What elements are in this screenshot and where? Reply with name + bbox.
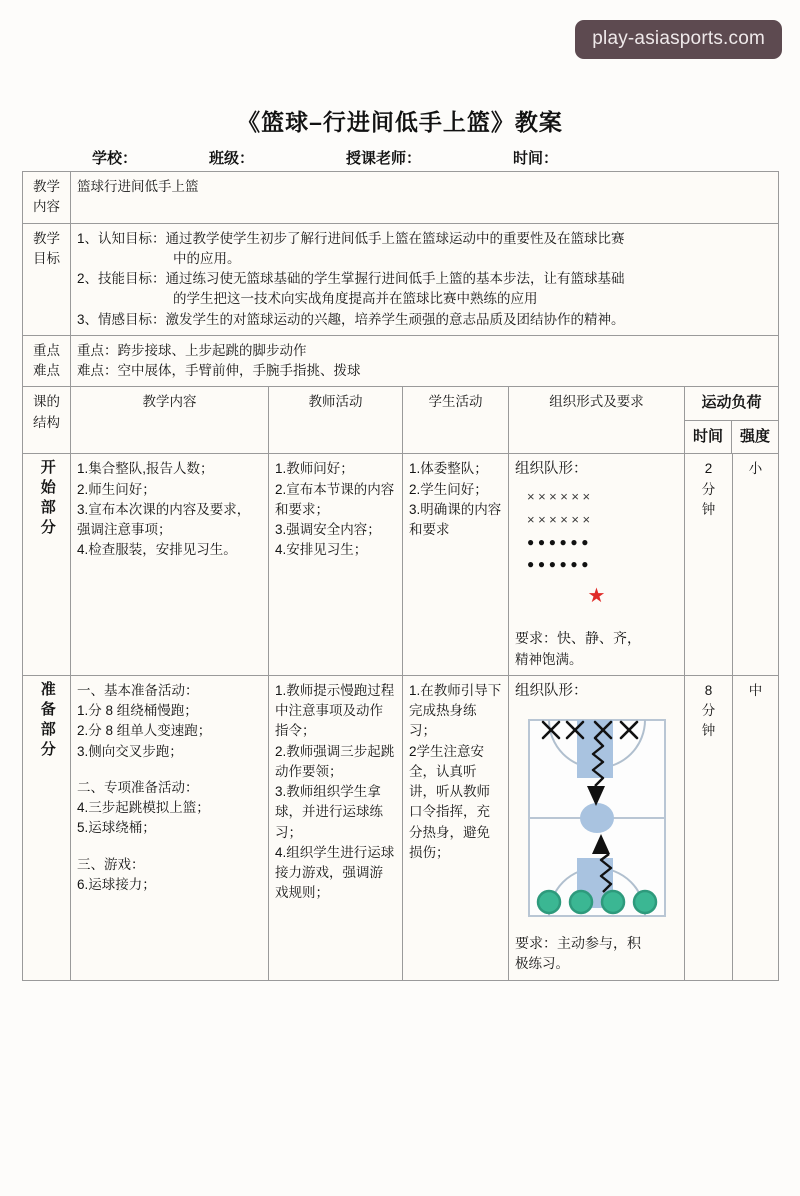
header-organization: 组织形式及要求	[509, 387, 685, 454]
list-item: 1.在教师引导下完成热身练习；	[409, 682, 502, 739]
meta-time: 时间：	[513, 150, 559, 167]
list-item: 3.侧向交叉步跑；	[77, 743, 183, 759]
objective-cont-2: 的学生把这一技术向实战角度提高并在篮球比赛中熟练的应用	[173, 291, 538, 307]
header-exercise-load	[685, 387, 779, 454]
label-line-2: 目标	[33, 250, 60, 266]
section-structure-label: 准备部分	[38, 680, 56, 761]
meta-teacher: 授课老师：	[346, 150, 422, 167]
table-header-row	[23, 387, 779, 454]
list-item: 二、专项准备活动：	[77, 779, 199, 795]
table-row-objectives	[23, 223, 779, 335]
row-label-keypoints	[23, 335, 71, 387]
basketball-court-diagram	[515, 712, 678, 924]
list-item: 5.运球绕桶；	[77, 820, 156, 836]
list-item: 1.教师问好；	[275, 461, 354, 477]
label-line-1: 重点	[33, 342, 60, 358]
section-2-teacher-activity	[269, 675, 403, 980]
meta-class: 班级：	[209, 150, 255, 167]
list-item: 4.检查服装，安排见习生。	[77, 542, 237, 558]
objective-cont-1: 中的应用。	[173, 250, 241, 266]
meta-school: 学校：	[92, 150, 138, 167]
list-item: 3.教师组织学生拿球，并进行运球练习；	[275, 784, 383, 840]
objective-item	[77, 310, 772, 330]
table-row-keypoints	[23, 335, 779, 387]
page-title: 《篮球–行进间低手上篮》教案	[237, 109, 563, 135]
lesson-plan-table	[22, 171, 779, 981]
table-row-teaching-content	[23, 172, 779, 224]
list-item: 4.安排见习生；	[275, 542, 368, 558]
list-item: 1.集合整队,报告人数；	[77, 461, 214, 477]
section-1-teacher-activity	[269, 454, 403, 676]
section-2-student-activity	[403, 675, 509, 980]
section-structure-1	[23, 454, 71, 676]
keypoints-body	[71, 335, 779, 387]
list-item: 1.教师提示慢跑过程中注意事项及动作指令；	[275, 682, 395, 739]
list-item: 3.强调安全内容；	[275, 522, 381, 537]
header-structure-line-1: 课的	[33, 394, 60, 410]
time-value: 8	[704, 682, 713, 698]
meta-row	[92, 147, 752, 168]
spacer	[77, 839, 262, 855]
objective-number-2: 2、技能目标：	[77, 271, 166, 286]
header-teaching-content: 教学内容	[71, 387, 269, 454]
label-line-2: 内容	[33, 199, 60, 215]
requirement-line-2: 极练习。	[515, 956, 569, 972]
section-1-organization	[509, 454, 685, 676]
list-item: 1.体委整队；	[409, 461, 488, 477]
row-label-objectives	[23, 223, 71, 335]
list-item: 2学生注意安全，认真听讲，听从教师口令指挥，充分热身，避免损伤；	[409, 743, 490, 860]
section-1-teaching-content	[71, 454, 269, 676]
list-item: 4.三步起跳模拟上篮；	[77, 800, 210, 816]
requirement-line-2: 精神饱满。	[515, 651, 583, 667]
list-item: 6.运球接力；	[77, 876, 156, 892]
section-2-organization	[509, 675, 685, 980]
section-2-teaching-content	[71, 675, 269, 980]
table-row-section-2	[23, 675, 779, 980]
requirement-line-1: 要求：主动参与，积	[515, 934, 641, 951]
watermark: play-asiasports.com	[575, 20, 782, 59]
time-unit-2: 钟	[701, 723, 716, 739]
objective-text-3: 激发学生的对篮球运动的兴趣，培养学生顽强的意志品质及团结协作的精神。	[165, 311, 625, 327]
time-unit-1: 分	[701, 481, 716, 497]
formation-diagram	[515, 490, 678, 570]
list-item: 2.教师强调三步起跳动作要领；	[275, 743, 395, 779]
teacher-position-star-icon: ★	[587, 585, 606, 607]
header-structure	[23, 387, 71, 454]
requirement-line-1: 要求：快、静、齐，	[515, 630, 641, 646]
formation-heading: 组织队形：	[515, 682, 588, 699]
formation-heading: 组织队形：	[515, 461, 588, 478]
objectives-list	[71, 223, 779, 335]
section-2-intensity: 中	[733, 675, 779, 980]
section-structure-2	[23, 675, 71, 980]
objective-number-3: 3、情感目标：	[77, 311, 166, 327]
header-intensity: 强度	[740, 427, 771, 445]
objective-number-1: 1、认知目标：	[77, 230, 166, 246]
list-item: 3.明确课的内容和要求	[409, 501, 502, 537]
list-item: 2.分 8 组单人变速跑；	[77, 723, 212, 739]
time-unit-1: 分	[701, 703, 716, 719]
label-line-1: 教学	[33, 230, 60, 246]
table-row-section-1	[23, 454, 779, 676]
section-1-intensity: 小	[733, 454, 779, 676]
teaching-content-value: 篮球行进间低手上篮	[71, 172, 779, 224]
formation-row-crosses-2: ××××××	[527, 512, 594, 527]
court-svg	[521, 712, 673, 924]
header-student-activity: 学生活动	[403, 387, 509, 454]
formation-row-crosses-1: ××××××	[527, 489, 594, 504]
objective-text-2: 通过练习使无篮球基础的学生掌握行进间低手上篮的基本步法，让有篮球基础	[165, 271, 625, 286]
list-item: 2.师生问好；	[77, 481, 156, 497]
objective-item	[77, 229, 772, 249]
section-structure-label: 开始部分	[38, 459, 56, 540]
list-item: 一、基本准备活动：	[77, 682, 199, 698]
key-point-text: 重点：跨步接球、上步起跳的脚步动作	[77, 342, 307, 358]
formation-row-dots-1: ●●●●●●	[527, 535, 593, 549]
formation-row-dots-2: ●●●●●●	[527, 557, 593, 571]
row-label-teaching-content	[23, 172, 71, 224]
section-1-time	[685, 454, 733, 676]
time-unit-2: 钟	[701, 501, 716, 517]
header-time: 时间	[685, 421, 732, 454]
header-load-title: 运动负荷	[685, 387, 778, 421]
list-item: 2.宣布本节课的内容和要求；	[275, 481, 395, 517]
list-item: 3.宣布本次课的内容及要求，强调注意事项；	[77, 501, 251, 537]
section-2-time	[685, 675, 733, 980]
time-value: 2	[704, 461, 713, 477]
objective-item	[77, 269, 772, 289]
difficult-point-text: 难点：空中展体，手臂前伸，手腕手指挑、拨球	[77, 363, 361, 378]
header-teacher-activity: 教师活动	[269, 387, 403, 454]
label-line-2: 难点	[33, 363, 60, 378]
header-structure-line-2: 结构	[33, 414, 60, 430]
list-item: 2.学生问好；	[409, 481, 488, 497]
list-item: 4.组织学生进行运球接力游戏，强调游戏规则；	[275, 844, 395, 901]
section-1-student-activity	[403, 454, 509, 676]
objective-text-1: 通过教学使学生初步了解行进间低手上篮在篮球运动中的重要性及在篮球比赛	[165, 230, 625, 246]
spacer	[77, 762, 262, 778]
list-item: 三、游戏：	[77, 856, 145, 872]
list-item: 1.分 8 组绕桶慢跑；	[77, 703, 198, 719]
label-line-1: 教学	[33, 179, 60, 194]
